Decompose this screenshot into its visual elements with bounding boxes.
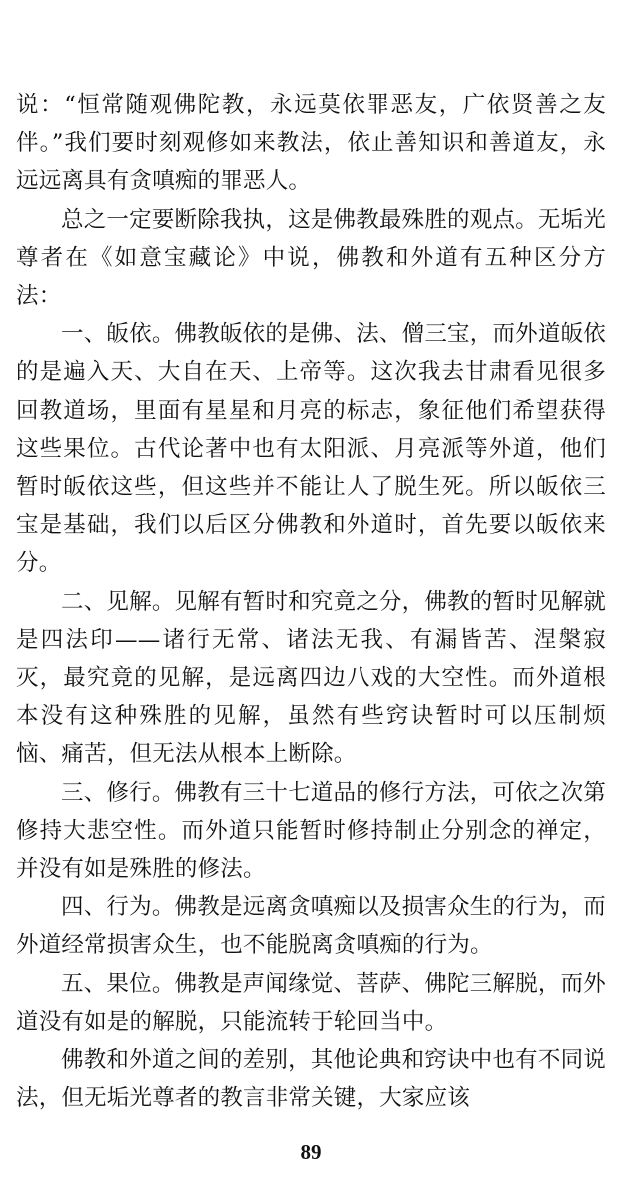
paragraph-refuge: 一、皈依。佛教皈依的是佛、法、僧三宝，而外道皈依的是遍入天、大自在天、上帝等。这次我去甘肃看见很多回教道场，里面有星星和月亮的标志，象征他们希望获得这些果位。古代论著中也有太阳派、月亮派等外道，他们暂时皈依这些，但这些并不能让人了脱生死。所以皈依三宝是基础，我们以后区分佛教和外道时，首先要以皈依来分。: [16, 321, 606, 577]
paragraph-conduct: 四、行为。佛教是远离贪嗔痴以及损害众生的行为，而外道经常损害众生，也不能脱离贪嗔痴的行为。: [16, 894, 606, 959]
paragraph-differences: 佛教和外道之间的差别，其他论典和窍诀中也有不同说法，但无垢光尊者的教言非常关键，大家应该: [16, 1047, 606, 1112]
paragraph-quote-continuation: 说：“恒常随观佛陀教，永远莫依罪恶友，广依贤善之友伴。”我们要时刻观修如来教法，依止善知识和善道友，永远远离具有贪嗔痴的罪恶人。: [16, 92, 606, 195]
paragraph-view: 二、见解。见解有暂时和究竟之分，佛教的暂时见解就是四法印——诸行无常、诸法无我、有漏皆苦、涅槃寂灭，最究竟的见解，是远离四边八戏的大空性。而外道根本没有这种殊胜的见解，虽然有些窍诀暂时可以压制烦恼、痛苦，但无法从根本上断除。: [16, 588, 606, 768]
page-number: 89: [300, 1140, 322, 1164]
page-body: [16, 86, 606, 1117]
paragraph-fruition: 五、果位。佛教是声闻缘觉、菩萨、佛陀三解脱，而外道没有如是的解脱，只能流转于轮回当中。: [16, 970, 606, 1035]
paragraph-cut-self-clinging: 总之一定要断除我执，这是佛教最殊胜的观点。无垢光尊者在《如意宝藏论》中说，佛教和外道有五种区分方法：: [16, 206, 606, 310]
paragraph-practice: 三、修行。佛教有三十七道品的修行方法，可依之次第修持大悲空性。而外道只能暂时修持制止分别念的禅定，并没有如是殊胜的修法。: [16, 779, 606, 883]
